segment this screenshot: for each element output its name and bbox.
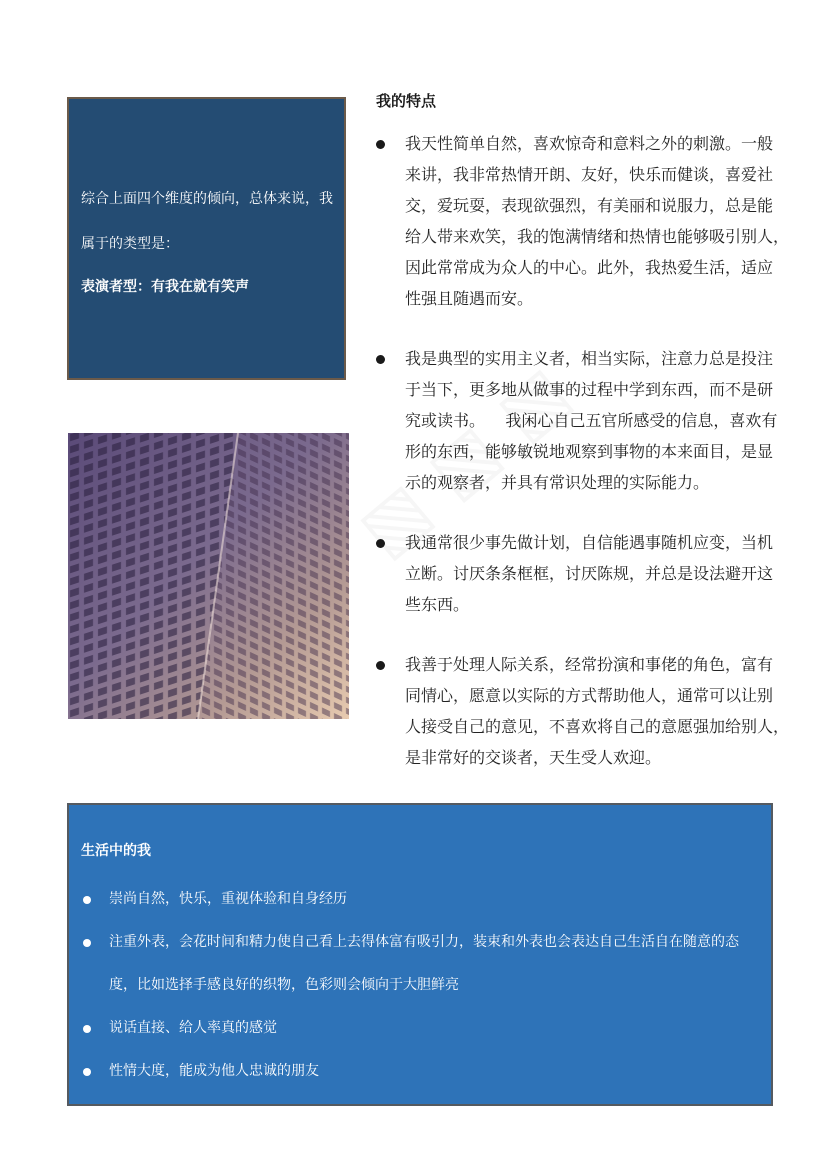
life-line: 说话直接、给人率真的感觉: [109, 1020, 277, 1036]
trait-line: 人接受自己的意见，不喜欢将自己的意愿强加给别人，: [405, 717, 790, 736]
trait-line: 于当下，更多地从做事的过程中学到东西，而不是研: [405, 380, 774, 399]
life-title: 生活中的我: [81, 843, 151, 859]
trait-line: 示的观察者，并具有常识处理的实际能力。: [405, 473, 710, 492]
trait-item: [376, 343, 796, 498]
life-item: [81, 878, 761, 921]
traits-title: 我的特点: [376, 92, 437, 110]
life-line: 注重外表，会花时间和精力使自己看上去得体富有吸引力，装束和外表也会表达自己生活自在随意的态: [109, 934, 739, 950]
personality-summary-box: [67, 97, 346, 380]
bullet-icon: [376, 661, 385, 670]
trait-line: 我是典型的实用主义者，相当实际，注意力总是投注: [405, 349, 774, 368]
life-section-box: [67, 803, 773, 1106]
trait-line: 立断。讨厌条条框框，讨厌陈规，并总是设法避开这: [405, 564, 774, 583]
bullet-icon: [376, 355, 385, 364]
life-line: 崇尚自然，快乐，重视体验和自身经历: [109, 891, 347, 907]
trait-line: 交，爱玩耍，表现欲强烈，有美丽和说服力，总是能: [405, 196, 774, 215]
trait-line: 给人带来欢笑，我的饱满情绪和热情也能够吸引别人，: [405, 227, 790, 246]
bullet-icon: [376, 539, 385, 548]
building-photo: [68, 433, 349, 719]
life-line: 性情大度，能成为他人忠诚的朋友: [109, 1063, 319, 1079]
life-item: [81, 1007, 761, 1050]
trait-item: [376, 649, 796, 773]
bullet-icon: [83, 1025, 91, 1033]
trait-line: 究或读书。 我闲心自己五官所感受的信息，喜欢有: [405, 411, 778, 430]
life-item: [81, 1050, 761, 1093]
trait-item: [376, 527, 796, 620]
trait-line: 些东西。: [405, 595, 470, 614]
trait-line: 我通常很少事先做计划，自信能遇事随机应变，当机: [405, 533, 774, 552]
trait-item: [376, 128, 796, 314]
life-item: [81, 921, 761, 1007]
bullet-icon: [83, 939, 91, 947]
summary-line: 综合上面四个维度的倾向，总体来说，我: [81, 191, 333, 207]
bullet-icon: [376, 140, 385, 149]
summary-line: 属于的类型是：: [81, 236, 179, 252]
building-illustration: [68, 433, 349, 719]
life-list: [81, 878, 761, 1093]
trait-line: 是非常好的交谈者，天生受人欢迎。: [405, 748, 662, 767]
bullet-icon: [83, 896, 91, 904]
trait-line: 形的东西，能够敏锐地观察到事物的本来面目，是显: [405, 442, 774, 461]
trait-line: 因此常常成为众人的中心。此外，我热爱生活，适应: [405, 258, 774, 277]
trait-line: 我善于处理人际关系，经常扮演和事佬的角色，富有: [405, 655, 774, 674]
traits-section: [376, 90, 796, 773]
trait-line: 我天性简单自然，喜欢惊奇和意料之外的刺激。一般: [405, 134, 774, 153]
trait-line: 性强且随遇而安。: [405, 289, 534, 308]
bullet-icon: [83, 1068, 91, 1076]
personality-type: 表演者型：有我在就有笑声: [81, 279, 249, 295]
life-line: 度，比如选择手感良好的织物，色彩则会倾向于大胆鲜亮: [109, 977, 459, 993]
trait-line: 同情心，愿意以实际的方式帮助他人，通常可以让别: [405, 686, 774, 705]
trait-line: 来讲，我非常热情开朗、友好，快乐而健谈，喜爱社: [405, 165, 774, 184]
